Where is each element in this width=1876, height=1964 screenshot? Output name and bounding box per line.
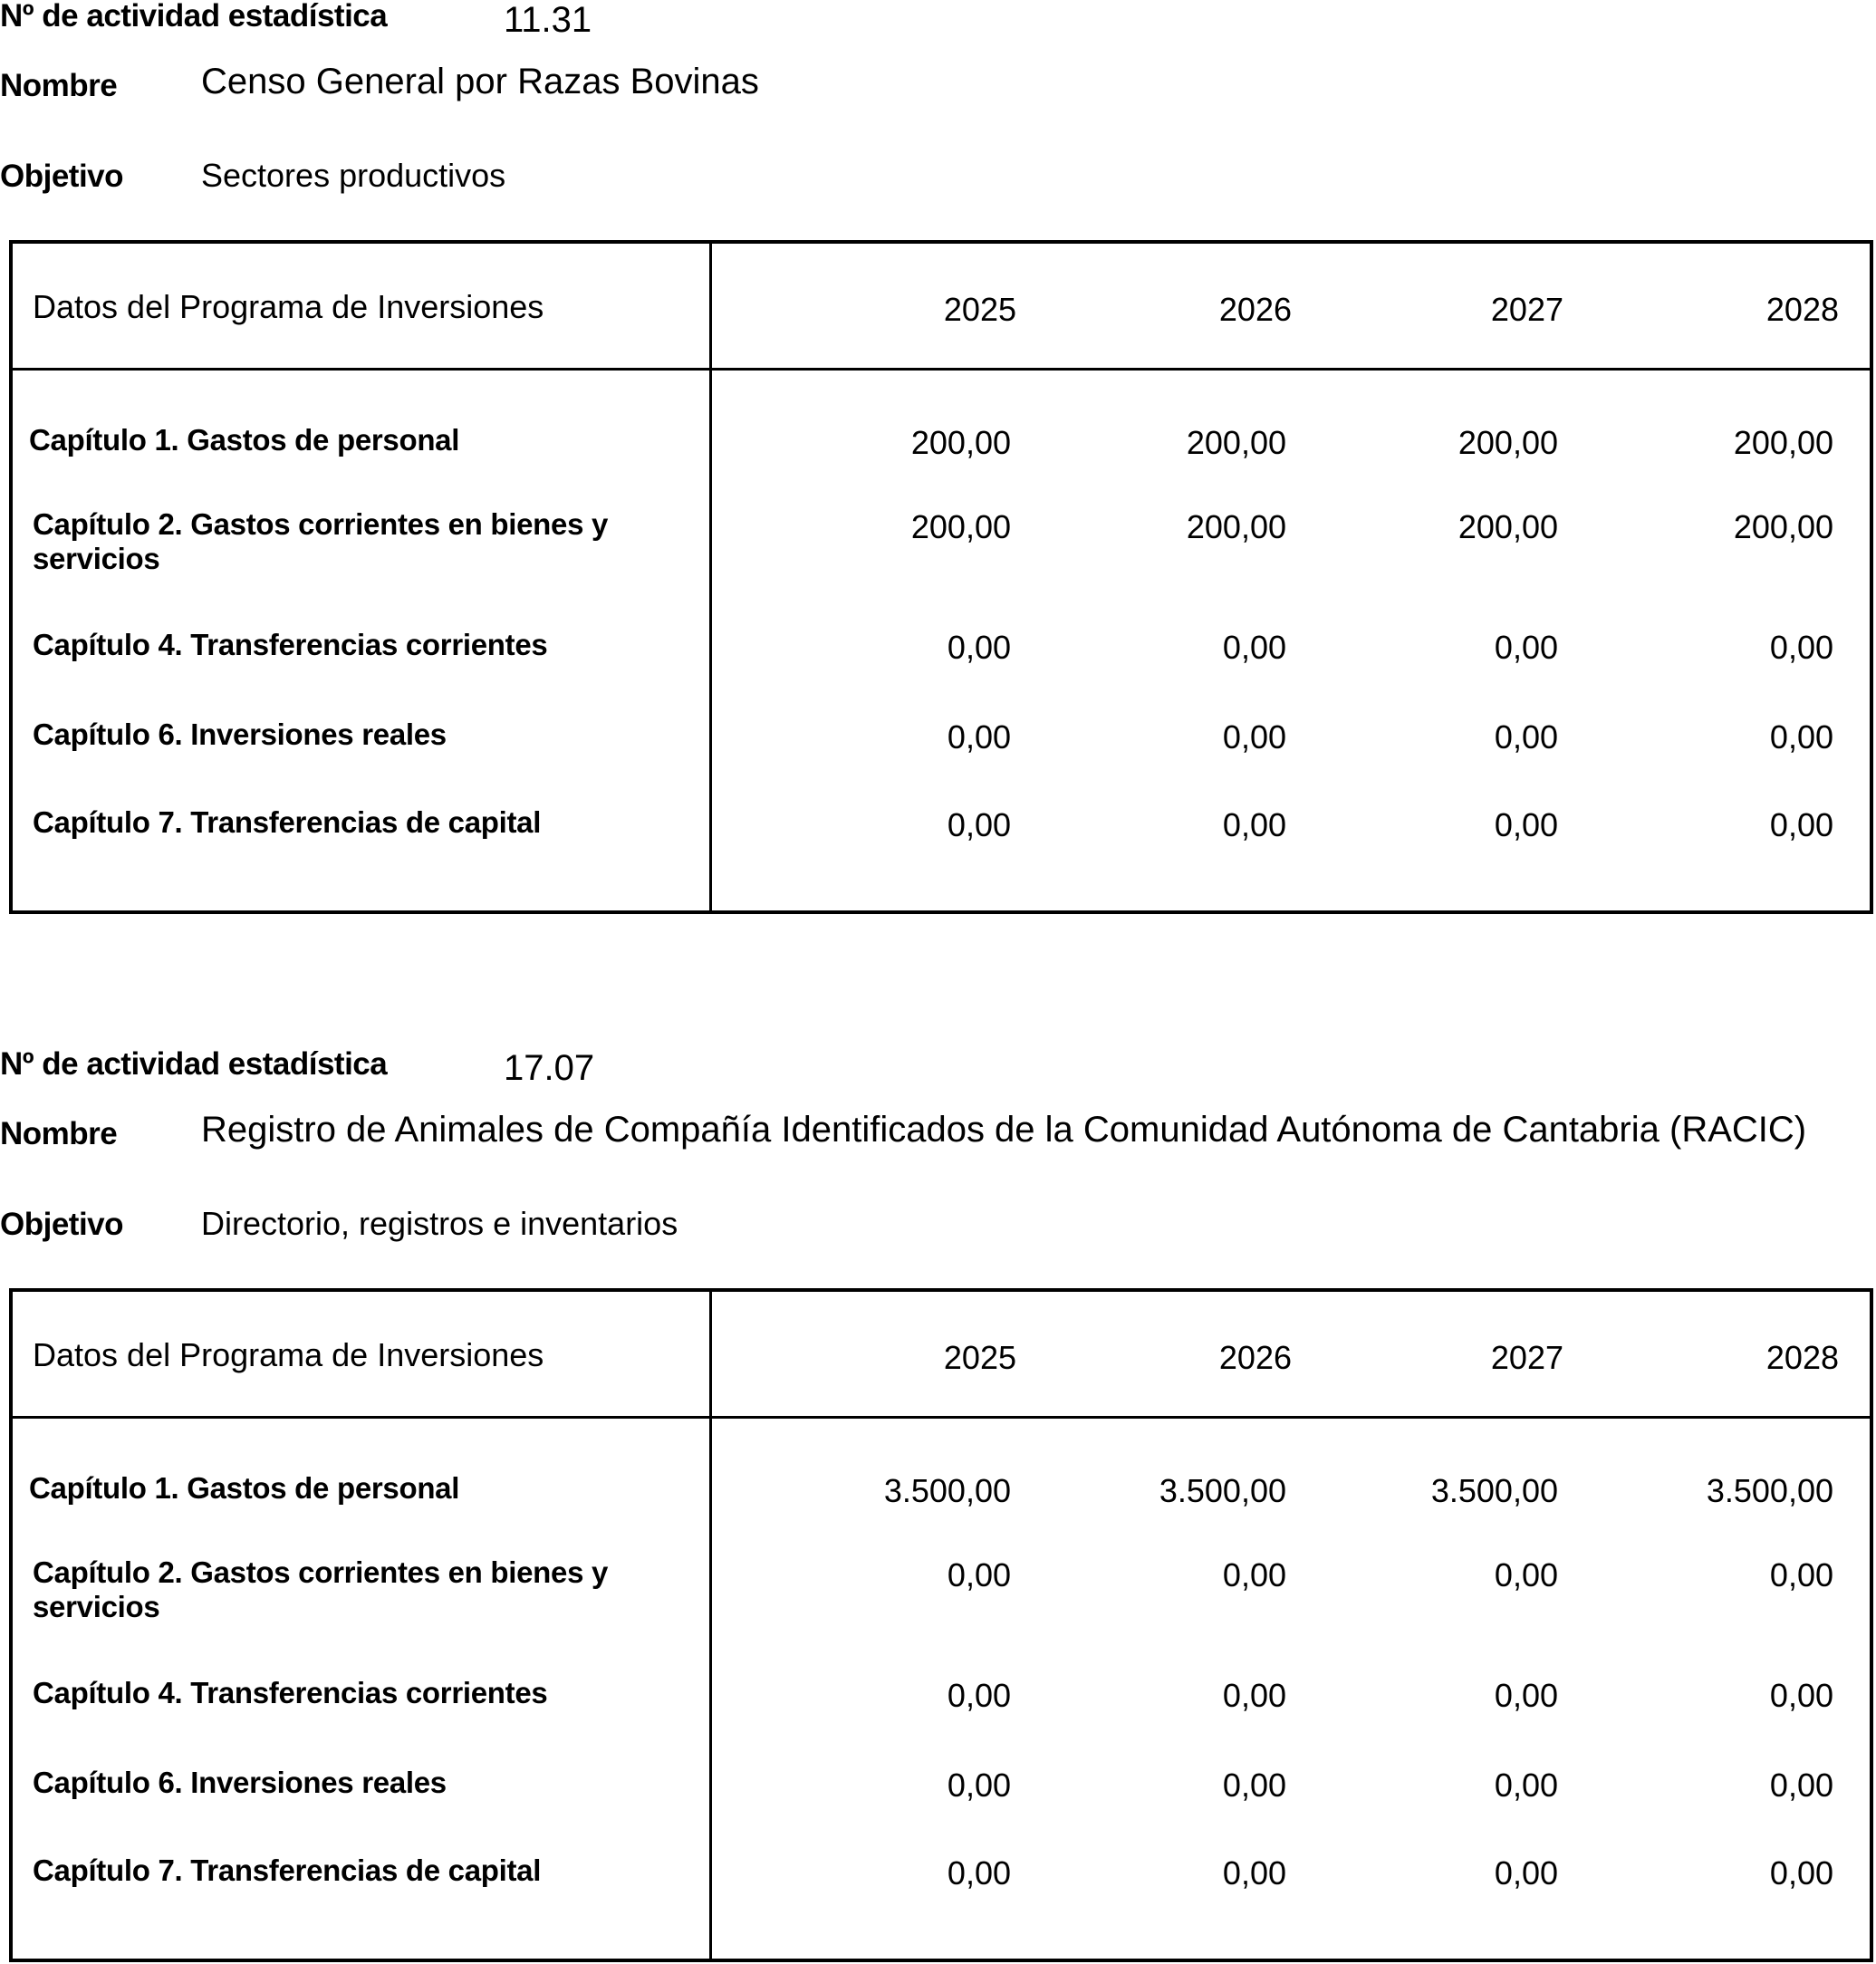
table-cell: 0,00 [1222, 1767, 1286, 1804]
year-header: 2025 [943, 291, 1016, 328]
name-value: Registro de Animales de Compañía Identificados de la Comunidad Autónoma de Cantabria (RACIC) [201, 1110, 1807, 1150]
table-cell: 0,00 [1494, 1677, 1558, 1714]
table-cell: 200,00 [1186, 424, 1286, 461]
table-cell: 0,00 [1769, 1556, 1833, 1593]
table-cell: 200,00 [1733, 424, 1833, 461]
objective-value: Directorio, registros e inventarios [201, 1205, 678, 1242]
table-header-label: Datos del Programa de Inversiones [33, 288, 544, 325]
table-cell: 200,00 [1458, 508, 1558, 545]
objective-label: Objetivo [0, 159, 124, 194]
table-cell: 3.500,00 [1706, 1472, 1833, 1509]
table-cell: 0,00 [1769, 629, 1833, 666]
table-cell: 0,00 [1222, 629, 1286, 666]
table-cell: 0,00 [947, 1854, 1011, 1892]
table-cell: 200,00 [910, 424, 1011, 461]
table-cell: 3.500,00 [883, 1472, 1011, 1509]
table-cell: 0,00 [947, 718, 1011, 756]
table-cell: 0,00 [1494, 1767, 1558, 1804]
row-label: Capítulo 7. Transferencias de capital [33, 805, 542, 839]
activity-number-value: 11.31 [504, 0, 592, 40]
table-cell: 0,00 [1769, 1767, 1833, 1804]
table-cell: 0,00 [947, 629, 1011, 666]
table-cell: 0,00 [1769, 718, 1833, 756]
row-label: Capítulo 1. Gastos de personal [29, 423, 460, 457]
header-divider [13, 368, 1870, 371]
table-cell: 0,00 [1494, 1556, 1558, 1593]
activity-number-value: 17.07 [504, 1048, 595, 1088]
name-value: Censo General por Razas Bovinas [201, 62, 759, 101]
row-label: Capítulo 6. Inversiones reales [33, 717, 447, 751]
activity-number-label: Nº de actividad estadística [0, 0, 388, 34]
table-cell: 0,00 [947, 1767, 1011, 1804]
year-header: 2028 [1765, 291, 1839, 328]
table-cell: 0,00 [1494, 718, 1558, 756]
table-cell: 200,00 [1458, 424, 1558, 461]
table-cell: 0,00 [1769, 806, 1833, 843]
table-cell: 0,00 [1769, 1677, 1833, 1714]
investment-table [9, 1288, 1873, 1962]
row-label: Capítulo 2. Gastos corrientes en bienes y servicios [33, 1555, 609, 1623]
table-cell: 0,00 [1769, 1854, 1833, 1892]
year-header: 2026 [1218, 1339, 1292, 1376]
activity-section [0, 1048, 1876, 1954]
investment-table [9, 240, 1873, 914]
row-label: Capítulo 4. Transferencias corrientes [33, 1676, 548, 1709]
table-cell: 0,00 [1222, 1556, 1286, 1593]
year-header: 2027 [1490, 1339, 1563, 1376]
table-cell: 0,00 [1494, 629, 1558, 666]
table-cell: 0,00 [947, 806, 1011, 843]
table-header-label: Datos del Programa de Inversiones [33, 1336, 544, 1373]
year-header: 2028 [1765, 1339, 1839, 1376]
activity-section [0, 0, 1876, 906]
table-cell: 0,00 [1222, 806, 1286, 843]
table-cell: 200,00 [910, 508, 1011, 545]
year-header: 2025 [943, 1339, 1016, 1376]
row-label: Capítulo 7. Transferencias de capital [33, 1853, 542, 1887]
table-cell: 0,00 [947, 1677, 1011, 1714]
row-label: Capítulo 2. Gastos corrientes en bienes y servicios [33, 507, 609, 575]
objective-value: Sectores productivos [201, 157, 506, 194]
table-cell: 200,00 [1733, 508, 1833, 545]
table-cell: 200,00 [1186, 508, 1286, 545]
table-cell: 3.500,00 [1159, 1472, 1286, 1509]
year-header: 2026 [1218, 291, 1292, 328]
header-divider [13, 1416, 1870, 1419]
name-label: Nombre [0, 1116, 118, 1151]
table-cell: 0,00 [947, 1556, 1011, 1593]
year-header: 2027 [1490, 291, 1563, 328]
table-cell: 0,00 [1222, 1677, 1286, 1714]
table-cell: 0,00 [1222, 718, 1286, 756]
column-divider [709, 1292, 712, 1959]
table-cell: 0,00 [1222, 1854, 1286, 1892]
table-cell: 3.500,00 [1430, 1472, 1558, 1509]
column-divider [709, 244, 712, 910]
activity-number-label: Nº de actividad estadística [0, 1046, 388, 1082]
row-label: Capítulo 6. Inversiones reales [33, 1766, 447, 1799]
name-label: Nombre [0, 68, 118, 103]
objective-label: Objetivo [0, 1207, 124, 1242]
row-label: Capítulo 1. Gastos de personal [29, 1471, 460, 1505]
table-cell: 0,00 [1494, 806, 1558, 843]
table-cell: 0,00 [1494, 1854, 1558, 1892]
row-label: Capítulo 4. Transferencias corrientes [33, 628, 548, 661]
